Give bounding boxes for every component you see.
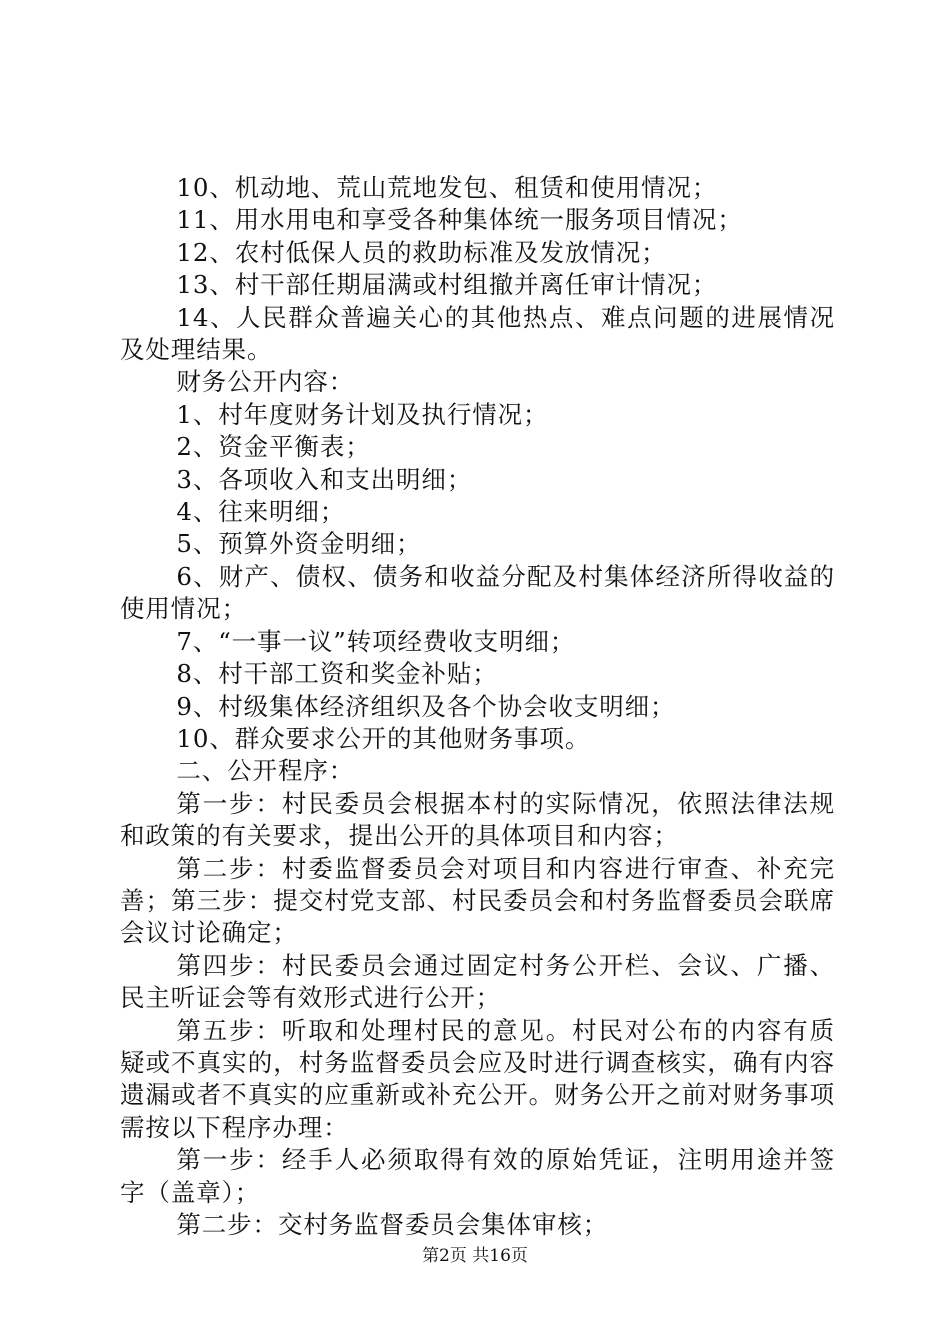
paragraph: 11、用水用电和享受各种集体统一服务项目情况； (176, 205, 743, 235)
paragraph: 第二步：交村务监督委员会集体审核； (176, 1210, 609, 1239)
section-heading: 财务公开内容： (176, 367, 355, 397)
paragraph: 3、各项收入和支出明细； (176, 464, 473, 494)
paragraph: 2、资金平衡表； (176, 432, 371, 462)
paragraph: 第五步：听取和处理村民的意见。村民对公布的内容有质疑或不真实的，村务监督委员会应及时进行调查核实，确有内容遗漏或者不真实的应重新或补充公开。财务公开之前对财务事项需按以下程序办理： (120, 1015, 835, 1142)
paragraph: 9、村级集体经济组织及各个协会收支明细； (176, 691, 676, 721)
paragraph: 7、“一事一议”转项经费收支明细； (176, 626, 576, 656)
paragraph: 第四步：村民委员会通过固定村务公开栏、会议、广播、民主听证会等有效形式进行公开； (120, 950, 835, 1013)
paragraph: 第一步：经手人必须取得有效的原始凭证，注明用途并签字（盖章）； (120, 1145, 835, 1207)
page-number-footer: 第2页 共16页 (422, 1246, 528, 1266)
paragraph: 12、农村低保人员的救助标准及发放情况； (176, 237, 667, 267)
document-body (120, 172, 835, 1241)
section-heading: 二、公开程序： (176, 756, 355, 786)
paragraph: 第二步：村委监督委员会对项目和内容进行审查、补充完善；第三步：提交村党支部、村民委员会和村务监督委员会联席会议讨论确定； (120, 853, 835, 948)
paragraph: 4、往来明细； (176, 497, 346, 527)
paragraph: 13、村干部任期届满或村组撤并离任审计情况； (176, 270, 718, 300)
paragraph: 8、村干部工资和奖金补贴； (176, 659, 498, 689)
paragraph: 6、财产、债权、债务和收益分配及村集体经济所得收益的使用情况； (120, 561, 835, 624)
paragraph: 10、机动地、荒山荒地发包、租赁和使用情况； (176, 173, 718, 202)
paragraph: 5、预算外资金明细； (176, 529, 422, 559)
paragraph: 14、人民群众普遍关心的其他热点、难点问题的进展情况及处理结果。 (120, 302, 835, 365)
paragraph: 1、村年度财务计划及执行情况； (176, 399, 549, 429)
paragraph: 第一步：村民委员会根据本村的实际情况，依照法律法规和政策的有关要求，提出公开的具体项目和内容； (120, 788, 835, 851)
paragraph: 10、群众要求公开的其他财务事项。 (176, 723, 591, 753)
